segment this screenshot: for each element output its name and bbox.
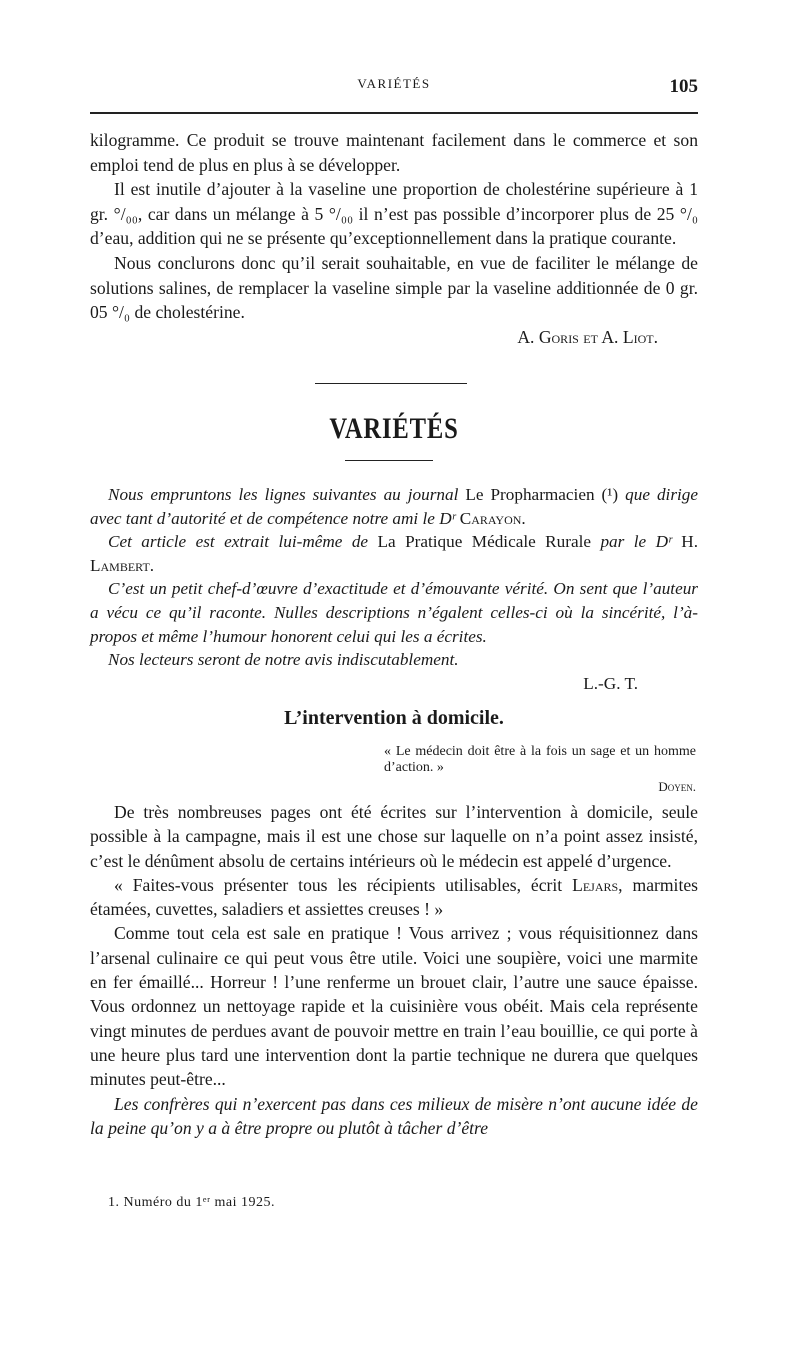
editorial-paragraph: Nous empruntons les lignes suivantes au journal Le Propharmacien (¹) que dirige avec tant d’autorité et de compétence notre ami le Dʳ Carayon. <box>90 485 699 528</box>
editorial-note <box>90 483 698 695</box>
previous-article-end <box>90 128 698 349</box>
footnote: 1. Numéro du 1ᵉʳ mai 1925. <box>108 1195 275 1210</box>
header-rule <box>90 112 698 114</box>
paragraph: Il est inutile d’ajouter à la vaseline une proportion de cholestérine supérieure à 1 gr. °/₀₀, car dans un mélange à 5 °/₀₀ il n’est pas possible d’incorporer plus de 25 °/₀ d’eau, addition qui ne se présente qu’exceptionnellement dans la pratique courante. <box>90 179 698 249</box>
person-name: Carayon. <box>459 508 526 528</box>
editorial-signature: L.-G. T. <box>583 673 638 693</box>
article-title: L’intervention à domicile. <box>284 707 504 729</box>
paragraph: Nous conclurons donc qu’il serait souhaitable, en vue de faciliter le mélange de solutions salines, de remplacer la vaseline simple par la vaseline additionnée de 0 gr. 05 °/₀ de cholestérine. <box>90 252 698 323</box>
paragraph: Comme tout cela est sale en pratique ! Vous arrivez ; vous réquisitionnez dans l’arsenal culinaire ce qui peut vous être utile. Voici une soupière, voici une marmite en fer émaillé... Horreur ! l’une renferme un brouet clair, l’autre une sauce épaisse. Vous ordonnez un nettoyage rapide et la cuisinière vous obéit. Mais cela représente vingt minutes de perdues avant de pouvoir mettre en train l’eau bouillie, ce qui porte à une heure plus tard une intervention dont la partie technique ne durera que quelques minutes peut-être... <box>90 923 698 1090</box>
running-title: VARIÉTÉS <box>357 76 431 91</box>
author-signature: A. Goris et A. Liot. <box>517 326 658 347</box>
paragraph: kilogramme. Ce produit se trouve maintenant facilement dans le commerce et son emploi tend de plus en plus à se développer. <box>90 130 698 175</box>
epigraph-author: Doyen. <box>658 779 696 794</box>
editorial-paragraph: C’est un petit chef-d’œuvre d’exactitude et d’émouvante vérité. On sent que l’auteur a vécu ce qu’il raconte. Nulles descriptions n’égalent celles-ci où la sincérité, l’à-propos et même l’humour honorent celui qui les a écrites. <box>90 579 698 646</box>
journal-name: La Pratique Médicale Rurale <box>377 532 591 552</box>
section-title-rule <box>345 460 433 461</box>
article-body <box>90 800 698 1140</box>
editorial-paragraph: Cet article est extrait lui-même de La Pratique Médicale Rurale par le Dʳ H. Lambert. <box>90 532 698 575</box>
epigraph-quote: « Le médecin doit être à la fois un sage et un homme d’action. » <box>384 744 696 775</box>
section-title: VARIÉTÉS <box>329 412 459 445</box>
epigraph <box>384 744 696 795</box>
paragraph: De très nombreuses pages ont été écrites sur l’intervention à domicile, seule possible à la campagne, mais il est une chose sur laquelle on n’a point assez insisté, c’est le dénûment absolu de certains intérieurs où le médecin est appelé d’urgence. <box>90 802 698 871</box>
editorial-paragraph: Nos lecteurs seront de notre avis indiscutablement. <box>108 650 459 670</box>
paragraph: Les confrères qui n’exercent pas dans ces milieux de misère n’ont aucune idée de la peine qu’on y a à être propre ou plutôt à tâcher d’être <box>90 1093 698 1138</box>
page-number: 105 <box>669 76 698 97</box>
separator-rule <box>315 383 467 384</box>
paragraph: « Faites-vous présenter tous les récipients utilisables, écrit Lejars, marmites étamées, cuvettes, saladiers et assiettes creuses ! » <box>90 874 698 920</box>
journal-name: Le Propharmacien <box>465 485 595 504</box>
person-name: Lejars, <box>572 874 623 895</box>
person-name: H. Lambert. <box>90 532 698 575</box>
running-head <box>90 76 698 98</box>
